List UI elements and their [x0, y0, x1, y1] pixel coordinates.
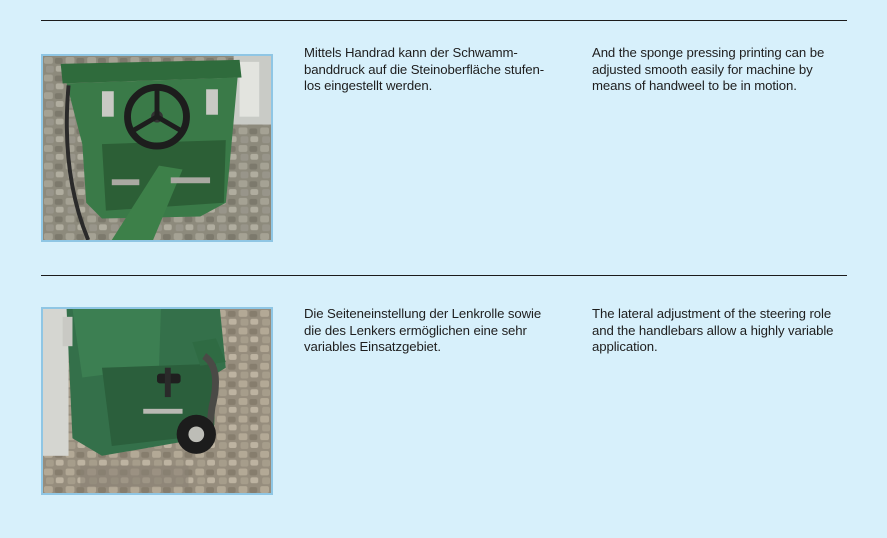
handwheel-photo	[41, 54, 273, 242]
text-line: The lateral adjustment of the steering role	[592, 306, 832, 321]
description-german	[304, 306, 560, 356]
text-line: die des Lenkers ermöglichen eine sehr	[304, 322, 527, 338]
top-divider	[41, 20, 847, 21]
text-line: Mittels Handrad kann der Schwamm-	[304, 45, 518, 60]
text-line: And the sponge pressing printing can be	[592, 45, 825, 60]
section-divider	[41, 275, 847, 276]
description-english	[592, 45, 848, 95]
description-english	[592, 306, 848, 356]
text-line: means of handweel to be in motion.	[592, 78, 797, 94]
steering-wheel-photo	[41, 307, 273, 495]
text-line: banddruck auf die Steinoberfläche stufen-	[304, 61, 545, 77]
text-line: adjusted smooth easily for machine by	[592, 61, 813, 77]
text-line: application.	[592, 339, 658, 355]
text-line: los eingestellt werden.	[304, 78, 433, 94]
text-line: Die Seiteneinstellung der Lenkrolle sowie	[304, 306, 542, 321]
text-line: and the handlebars allow a highly variable	[592, 322, 834, 338]
text-line: variables Einsatzgebiet.	[304, 339, 441, 355]
description-german	[304, 45, 560, 95]
